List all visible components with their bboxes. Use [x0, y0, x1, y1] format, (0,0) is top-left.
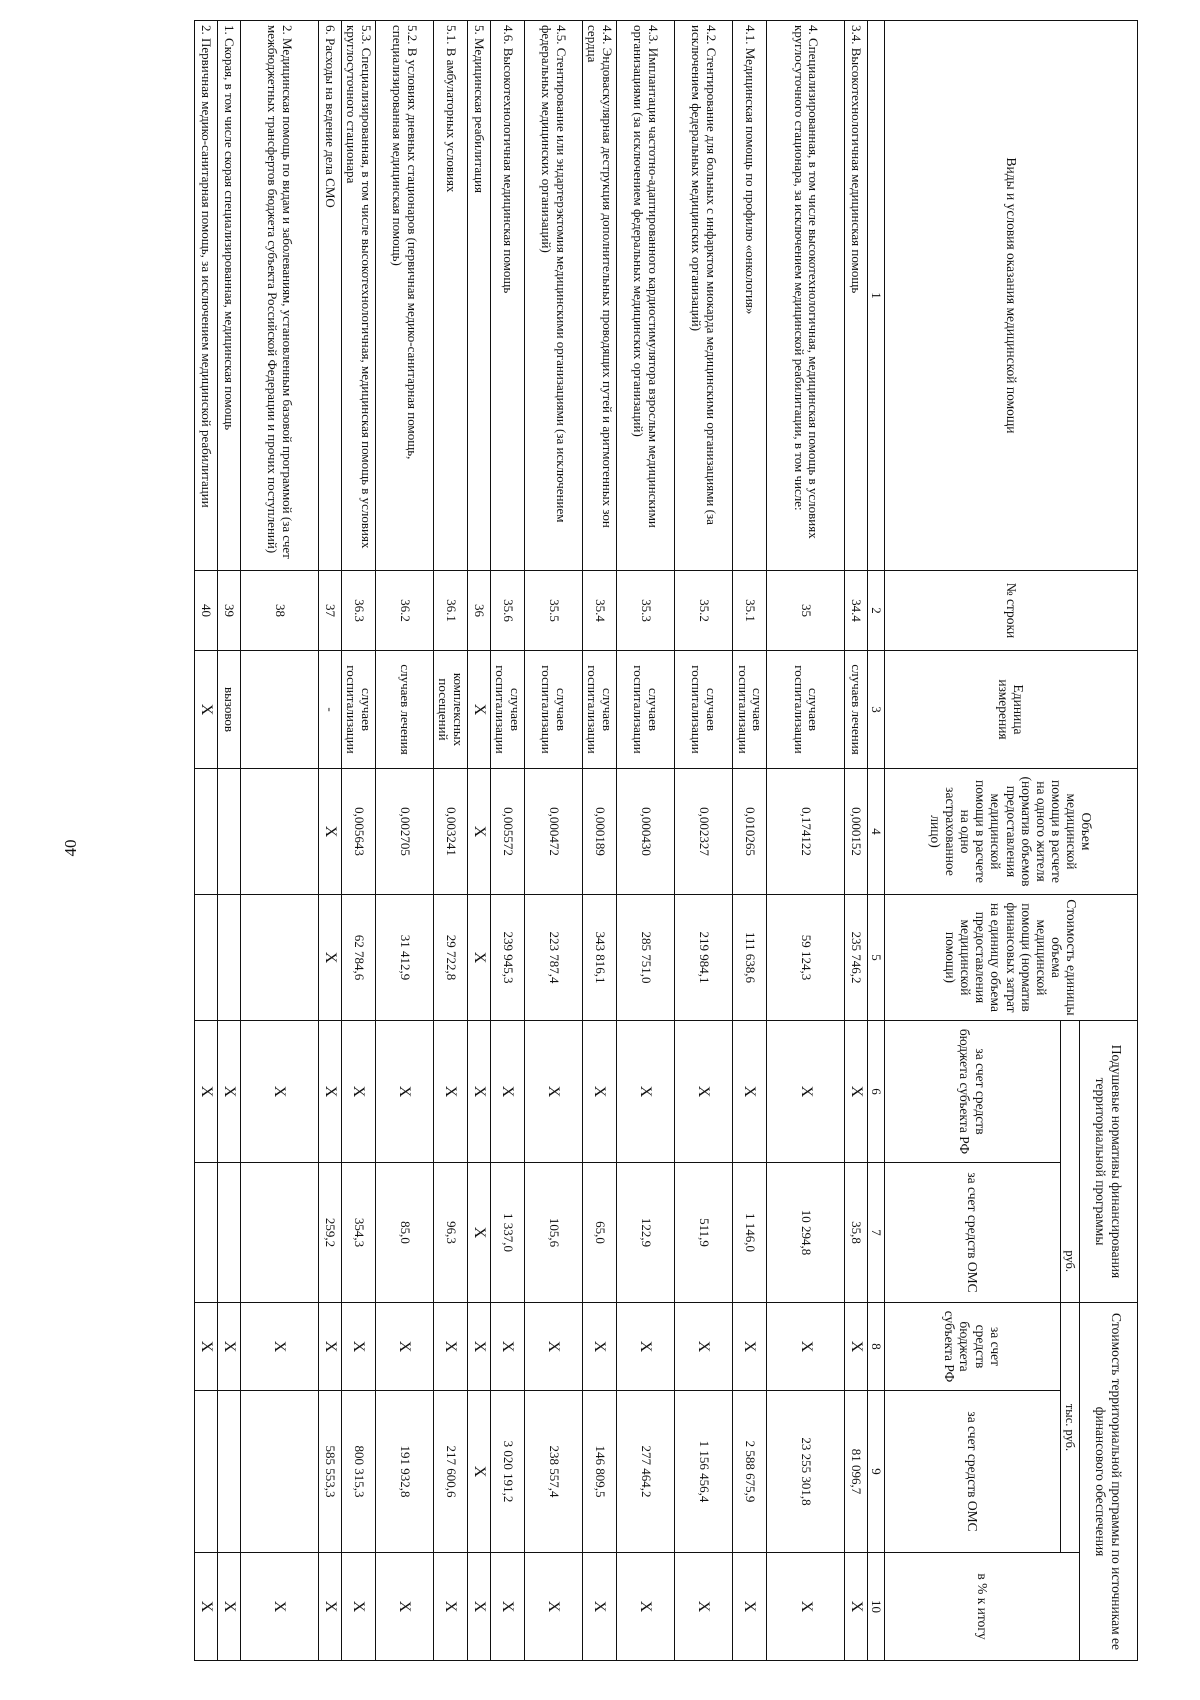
row-percent: X — [433, 1553, 467, 1661]
row-percent: X — [375, 1553, 433, 1661]
row-volume: 0,005572 — [490, 769, 524, 895]
row-unit: X — [195, 651, 218, 769]
row-line-number: 35.6 — [490, 571, 524, 651]
row-name: 4.5. Стентирование или эндартерэктомия медицинскими организациями (за исключением федеральных медицинских организаций) — [524, 21, 582, 571]
header-unit-cost: Стоимость единицы объема медицинской помощи (норматив финансовых затрат на единицу объема предоставления медицинской помощи) — [885, 895, 1138, 1021]
row-tc-budget: X — [240, 1303, 318, 1391]
header-unit: Единица измерения — [885, 651, 1138, 769]
row-tc-oms — [217, 1391, 240, 1553]
row-volume: 0,174122 — [767, 769, 845, 895]
row-pc-budget: X — [195, 1021, 218, 1163]
financing-table — [194, 20, 1138, 1661]
column-number: 4 — [868, 769, 885, 895]
row-name: 1. Скорая, в том числе скорая специализированная, медицинская помощь — [217, 21, 240, 571]
row-pc-budget: X — [433, 1021, 467, 1163]
row-tc-budget: X — [524, 1303, 582, 1391]
row-volume: 0,010265 — [733, 769, 767, 895]
row-volume — [217, 769, 240, 895]
row-name: 2. Медицинская помощь по видам и заболеваниям, установленным базовой программой (за счет межбюджетных трансфертов бюджета субъекта Российской Федерации и прочих поступлений) — [240, 21, 318, 571]
row-unit-cost — [240, 895, 318, 1021]
row-name: 3.4. Высокотехнологичная медицинская помощь — [845, 21, 868, 571]
column-number: 7 — [868, 1163, 885, 1303]
row-percent: X — [582, 1553, 616, 1661]
row-percent: X — [217, 1553, 240, 1661]
row-name: 5.2. В условиях дневных стационаров (первичная медико-санитарная помощь, специализированная медицинская помощь) — [375, 21, 433, 571]
row-name: 4.4. Эндоваскулярная деструкция дополнительных проводящих путей и аритмогенных зон сердца — [582, 21, 616, 571]
row-tc-oms: 277 464,2 — [617, 1391, 675, 1553]
row-unit-cost: 59 124,3 — [767, 895, 845, 1021]
row-pc-budget: X — [617, 1021, 675, 1163]
row-percent: X — [675, 1553, 733, 1661]
row-volume: 0,002705 — [375, 769, 433, 895]
row-pc-budget: X — [490, 1021, 524, 1163]
row-pc-oms: 259,2 — [318, 1163, 341, 1303]
row-line-number: 35 — [767, 571, 845, 651]
row-line-number: 36.2 — [375, 571, 433, 651]
row-unit: случаев госпитализации — [582, 651, 616, 769]
row-tc-budget: X — [375, 1303, 433, 1391]
row-unit-cost — [195, 895, 218, 1021]
row-unit: X — [467, 651, 490, 769]
row-line-number: 40 — [195, 571, 218, 651]
row-unit: комплексных посещений — [433, 651, 467, 769]
row-line-number: 35.1 — [733, 571, 767, 651]
header-line-number: № строки — [885, 571, 1138, 651]
row-name: 4.1. Медицинская помощь по профилю «онкология» — [733, 21, 767, 571]
row-line-number: 35.4 — [582, 571, 616, 651]
column-number: 10 — [868, 1553, 885, 1661]
row-volume: X — [318, 769, 341, 895]
row-unit: случаев лечения — [375, 651, 433, 769]
column-number: 9 — [868, 1391, 885, 1553]
row-line-number: 38 — [240, 571, 318, 651]
table-row — [617, 21, 675, 1661]
page-number: 40 — [61, 839, 80, 857]
row-percent: X — [617, 1553, 675, 1661]
column-number: 5 — [868, 895, 885, 1021]
row-line-number: 37 — [318, 571, 341, 651]
row-pc-budget: X — [675, 1021, 733, 1163]
row-pc-budget: X — [341, 1021, 375, 1163]
row-pc-oms: 1 146,0 — [733, 1163, 767, 1303]
rotated-table-page — [58, 20, 1138, 1660]
row-tc-budget: X — [675, 1303, 733, 1391]
row-line-number: 35.3 — [617, 571, 675, 651]
row-unit: случаев госпитализации — [675, 651, 733, 769]
row-volume: 0,003241 — [433, 769, 467, 895]
row-percent: X — [845, 1553, 868, 1661]
row-pc-oms: X — [467, 1163, 490, 1303]
row-unit: случаев госпитализации — [733, 651, 767, 769]
table-row — [341, 21, 375, 1661]
table-row — [767, 21, 845, 1661]
row-pc-budget: X — [845, 1021, 868, 1163]
row-tc-budget: X — [195, 1303, 218, 1391]
row-pc-budget: X — [467, 1021, 490, 1163]
table-row — [375, 21, 433, 1661]
row-tc-oms: 3 020 191,2 — [490, 1391, 524, 1553]
row-unit-cost: 239 945,3 — [490, 895, 524, 1021]
row-tc-oms — [240, 1391, 318, 1553]
header-pc-budget: за счет средств бюджета субъекта РФ — [885, 1021, 1061, 1163]
row-line-number: 36.3 — [341, 571, 375, 651]
column-number: 1 — [868, 21, 885, 571]
table-row — [490, 21, 524, 1661]
row-unit: случаев госпитализации — [617, 651, 675, 769]
row-name: 4.6. Высокотехнологичная медицинская помощь — [490, 21, 524, 571]
row-tc-oms: 81 096,7 — [845, 1391, 868, 1553]
row-unit-cost: 29 722,8 — [433, 895, 467, 1021]
row-tc-budget: X — [617, 1303, 675, 1391]
row-pc-oms — [195, 1163, 218, 1303]
row-pc-oms: 96,3 — [433, 1163, 467, 1303]
table-row — [217, 21, 240, 1661]
row-unit — [240, 651, 318, 769]
table-row — [524, 21, 582, 1661]
row-name: 5.1. В амбулаторных условиях — [433, 21, 467, 571]
column-number: 8 — [868, 1303, 885, 1391]
row-tc-oms: 585 553,3 — [318, 1391, 341, 1553]
row-tc-budget: X — [467, 1303, 490, 1391]
row-volume — [195, 769, 218, 895]
row-volume: 0,002327 — [675, 769, 733, 895]
table-row — [433, 21, 467, 1661]
row-unit-cost: 223 787,4 — [524, 895, 582, 1021]
row-name: 4.2. Стентирование для больных с инфарктом миокарда медицинскими организациями (за исключением федеральных медицинских организаций) — [675, 21, 733, 571]
row-unit-cost: 285 751,0 — [617, 895, 675, 1021]
row-percent: X — [467, 1553, 490, 1661]
row-unit-cost: 343 816,1 — [582, 895, 616, 1021]
row-line-number: 34.4 — [845, 571, 868, 651]
row-tc-budget: X — [318, 1303, 341, 1391]
row-tc-oms: 23 255 301,8 — [767, 1391, 845, 1553]
row-name: 4. Специализированная, в том числе высокотехнологичная, медицинская помощь в условиях круглосуточного стационара, за исключением медицинской реабилитации, в том числе: — [767, 21, 845, 571]
row-tc-oms: 2 588 675,9 — [733, 1391, 767, 1553]
row-pc-oms: 122,9 — [617, 1163, 675, 1303]
row-pc-budget: X — [582, 1021, 616, 1163]
row-pc-budget: X — [240, 1021, 318, 1163]
table-row — [733, 21, 767, 1661]
row-name: 4.3. Имплантация частотно-адаптированного кардиостимулятора взрослым медицинскими организациями (за исключением федеральных медицинских организаций) — [617, 21, 675, 571]
row-tc-budget: X — [767, 1303, 845, 1391]
row-percent: X — [490, 1553, 524, 1661]
row-tc-budget: X — [217, 1303, 240, 1391]
row-percent: X — [318, 1553, 341, 1661]
row-pc-oms: 511,9 — [675, 1163, 733, 1303]
row-line-number: 36.1 — [433, 571, 467, 651]
row-pc-oms: 105,6 — [524, 1163, 582, 1303]
row-line-number: 35.5 — [524, 571, 582, 651]
row-percent: X — [195, 1553, 218, 1661]
row-unit: случаев госпитализации — [341, 651, 375, 769]
row-volume: 0,000152 — [845, 769, 868, 895]
column-number: 3 — [868, 651, 885, 769]
row-name: 6. Расходы на ведение дела СМО — [318, 21, 341, 571]
row-unit: случаев госпитализации — [490, 651, 524, 769]
row-volume: 0,005643 — [341, 769, 375, 895]
row-name: 2. Первичная медико-санитарная помощь, за исключением медицинской реабилитации — [195, 21, 218, 571]
column-number-row — [868, 21, 885, 1661]
row-tc-oms: 191 932,8 — [375, 1391, 433, 1553]
row-tc-oms: 238 557,4 — [524, 1391, 582, 1553]
column-number: 2 — [868, 571, 885, 651]
row-unit-cost: 31 412,9 — [375, 895, 433, 1021]
row-unit-cost: X — [467, 895, 490, 1021]
row-pc-oms: 354,3 — [341, 1163, 375, 1303]
row-volume — [240, 769, 318, 895]
table-row — [582, 21, 616, 1661]
header-program-cost-group: Стоимость территориальной программы по источникам ее финансового обеспечения — [1080, 1303, 1138, 1661]
row-line-number: 36 — [467, 571, 490, 651]
row-percent: X — [524, 1553, 582, 1661]
header-tc-oms: за счет средств ОМС — [885, 1391, 1061, 1553]
table-row — [195, 21, 218, 1661]
header-percent-of-total: в % к итогу — [885, 1553, 1080, 1661]
row-name: 5.3. Специализированная, в том числе высокотехнологичная, медицинская помощь в условиях круглосуточного стационара — [341, 21, 375, 571]
row-pc-budget: X — [375, 1021, 433, 1163]
row-unit: случаев лечения — [845, 651, 868, 769]
header-tc-budget: за счет средств бюджета субъекта РФ — [885, 1303, 1061, 1391]
header-volume: Объем медицинской помощи в расчете на одного жителя (норматив объемов предоставления медицинской помощи в расчете на одно застрахованное лицо) — [885, 769, 1138, 895]
row-volume: 0,000472 — [524, 769, 582, 895]
row-pc-oms — [217, 1163, 240, 1303]
row-tc-budget: X — [845, 1303, 868, 1391]
row-tc-budget: X — [433, 1303, 467, 1391]
row-percent: X — [240, 1553, 318, 1661]
row-unit-cost: 62 784,6 — [341, 895, 375, 1021]
row-tc-oms — [195, 1391, 218, 1553]
column-number: 6 — [868, 1021, 885, 1163]
row-name: 5. Медицинская реабилитация — [467, 21, 490, 571]
row-pc-budget: X — [524, 1021, 582, 1163]
row-tc-budget: X — [582, 1303, 616, 1391]
row-unit-cost: 219 984,1 — [675, 895, 733, 1021]
row-pc-budget: X — [217, 1021, 240, 1163]
row-unit: случаев госпитализации — [767, 651, 845, 769]
header-kinds: Виды и условия оказания медицинской помощи — [885, 21, 1138, 571]
row-tc-oms: 217 600,6 — [433, 1391, 467, 1553]
row-unit-cost: 235 746,2 — [845, 895, 868, 1021]
table-row — [467, 21, 490, 1661]
row-unit-cost: X — [318, 895, 341, 1021]
row-line-number: 39 — [217, 571, 240, 651]
table-row — [318, 21, 341, 1661]
row-line-number: 35.2 — [675, 571, 733, 651]
row-pc-budget: X — [733, 1021, 767, 1163]
row-unit: вызовов — [217, 651, 240, 769]
row-pc-oms: 65,0 — [582, 1163, 616, 1303]
row-tc-oms: X — [467, 1391, 490, 1553]
row-tc-oms: 146 809,5 — [582, 1391, 616, 1553]
row-pc-oms — [240, 1163, 318, 1303]
table-row — [845, 21, 868, 1661]
row-percent: X — [341, 1553, 375, 1661]
header-unit-rub: руб. — [1061, 1021, 1080, 1303]
row-pc-oms: 85,0 — [375, 1163, 433, 1303]
header-unit-thousand-rub: тыс. руб. — [1061, 1303, 1080, 1553]
row-pc-oms: 35,8 — [845, 1163, 868, 1303]
row-tc-budget: X — [490, 1303, 524, 1391]
table-row — [240, 21, 318, 1661]
row-unit-cost — [217, 895, 240, 1021]
row-percent: X — [767, 1553, 845, 1661]
row-tc-oms: 1 156 456,4 — [675, 1391, 733, 1553]
row-tc-budget: X — [733, 1303, 767, 1391]
header-per-capita-group: Подушевые нормативы финансирования территориальной программы — [1080, 1021, 1138, 1303]
row-volume: X — [467, 769, 490, 895]
row-volume: 0,000430 — [617, 769, 675, 895]
row-percent: X — [733, 1553, 767, 1661]
row-pc-budget: X — [767, 1021, 845, 1163]
row-unit: случаев госпитализации — [524, 651, 582, 769]
table-row — [675, 21, 733, 1661]
row-tc-oms: 800 315,3 — [341, 1391, 375, 1553]
row-unit-cost: 111 638,6 — [733, 895, 767, 1021]
row-pc-budget: X — [318, 1021, 341, 1163]
row-volume: 0,000189 — [582, 769, 616, 895]
header-pc-oms: за счет средств ОМС — [885, 1163, 1061, 1303]
row-pc-oms: 10 294,8 — [767, 1163, 845, 1303]
row-pc-oms: 1 337,0 — [490, 1163, 524, 1303]
row-unit: - — [318, 651, 341, 769]
row-tc-budget: X — [341, 1303, 375, 1391]
